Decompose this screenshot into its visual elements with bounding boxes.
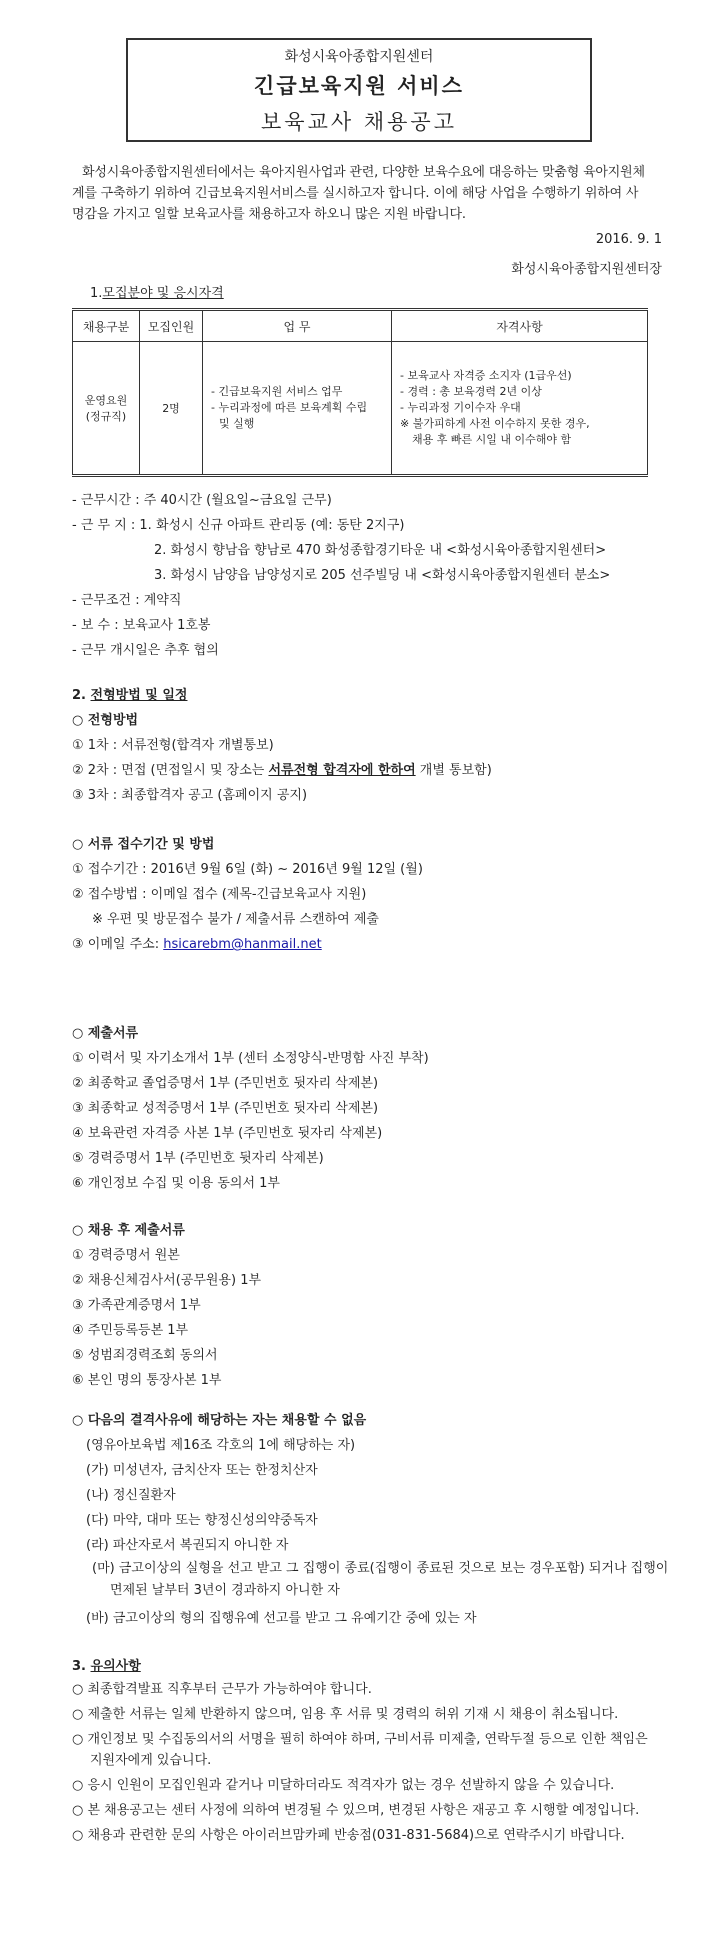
title-box [126,38,592,142]
title-org: 화성시육아종합지원센터 [284,49,434,65]
header-category: 채용구분 [73,310,140,342]
section1-number: 1. [90,286,103,301]
selection-step-2 [72,758,492,783]
header-qualification: 자격사항 [392,310,648,342]
condition-location-1: - 근 무 지 : 1. 화성시 신규 아파트 관리동 (예: 동탄 2지구) [72,518,405,533]
intro-paragraph: 화성시육아종합지원센터에서는 육아지원사업과 관련, 다양한 보육수요에 대응하는 맞춤형 육아지원체계를 구축하기 위하여 긴급보육지원서비스를 실시하고자 합니다. 이에 해당 사업을 수행하기 위하여 사명감을 가지고 일할 보육교사를 채용하고자 하오니 많은 지원 바랍니다. [72,165,645,222]
document-item-4: ④ 보육관련 자격증 사본 1부 (주민번호 뒷자리 삭제본) [72,1126,383,1141]
section2 [72,683,492,808]
recruitment-table [72,308,648,477]
selection-step-1-text: ① 1차 : 서류전형(합격자 개별통보) [72,738,274,753]
qual-line-4: ※ 불가피하게 사전 이수하지 못한 경우, [400,417,590,430]
disqualify-heading: ○ 다음의 결격사유에 해당하는 자는 채용할 수 없음 [72,1413,367,1428]
document-item-6: ⑥ 개인정보 수집 및 이용 동의서 1부 [72,1176,280,1191]
qual-line-5: 채용 후 빠른 시일 내 이수해야 함 [412,433,572,446]
disqualification-section [72,1408,670,1631]
documents-section [72,1021,429,1196]
after-hire-item-2: ② 채용신체검사서(공무원용) 1부 [72,1273,262,1288]
condition-hours: - 근무시간 : 주 40시간 (월요일~금요일 근무) [72,493,332,508]
after-hire-item-1: ① 경력증명서 원본 [72,1248,180,1263]
condition-start: - 근무 개시일은 추후 협의 [72,643,219,658]
disqualify-item-4: (라) 파산자로서 복권되지 아니한 자 [86,1538,289,1553]
disqualify-item-2: (나) 정신질환자 [86,1488,176,1503]
documents-heading: ○ 제출서류 [72,1026,139,1041]
document-item-1: ① 이력서 및 자기소개서 1부 (센터 소정양식-반명함 사진 부착) [72,1051,429,1066]
section3-title: 유의사항 [90,1659,141,1674]
disqualify-item-5: (마) 금고이상의 실형을 선고 받고 그 집행이 종료(집행이 종료된 것으로 보는 경우포함) 되거나 집행이 면제된 날부터 3년이 경과하지 아니한 자 [92,1561,669,1598]
selection-heading: ○ 전형방법 [72,713,139,728]
selection-step-2-text: ② 2차 : 면접 (면접일시 및 장소는 [72,763,269,778]
note-6: ○ 채용과 관련한 문의 사항은 아이러브맘카페 반송점(031-831-5684)으로 연락주시기 바랍니다. [72,1828,625,1843]
table-row [73,342,648,476]
title-main: 긴급보육지원 서비스 [254,74,464,98]
selection-step-2-tail: 개별 통보함) [415,763,492,778]
condition-type: - 근무조건 : 계약직 [72,593,182,608]
duty-line-3: 및 실행 [219,417,255,430]
note-2: ○ 제출한 서류는 일체 반환하지 않으며, 임용 후 서류 및 경력의 허위 기재 시 채용이 취소됩니다. [72,1707,619,1722]
cell-count: 2명 [140,342,203,476]
section3-number: 3. [72,1659,86,1674]
header-count: 모집인원 [140,310,203,342]
notice-date: 2016. 9. 1 [595,232,662,247]
work-conditions [72,488,610,663]
note-1: ○ 최종합격발표 직후부터 근무가 가능하여야 합니다. [72,1682,372,1697]
after-hire-heading: ○ 채용 후 제출서류 [72,1223,185,1238]
condition-salary: - 보 수 : 보육교사 1호봉 [72,618,211,633]
note-4: ○ 응시 인원이 모집인원과 같거나 미달하더라도 적격자가 없는 경우 선발하지 않을 수 있습니다. [72,1778,615,1793]
duty-line-1: - 긴급보육지원 서비스 업무 [211,385,343,398]
cell-qualification [392,342,648,476]
section3 [72,1654,650,1850]
qual-line-3: - 누리과정 기이수자 우대 [400,401,521,414]
selection-step-3 [72,783,492,808]
after-hire-section [72,1218,261,1393]
application-note: ※ 우편 및 방문접수 불가 / 제출서류 스캔하여 제출 [92,912,379,927]
after-hire-item-6: ⑥ 본인 명의 통장사본 1부 [72,1373,222,1388]
section2-number: 2. [72,688,86,703]
disqualify-item-3: (다) 마약, 대마 또는 향정신성의약중독자 [86,1513,318,1528]
category-line-2: (정규직) [85,410,127,423]
disqualify-item-1: (가) 미성년자, 금치산자 또는 한정치산자 [86,1463,318,1478]
email-link[interactable]: hsicarebm@hanmail.net [163,937,322,952]
document-item-5: ⑤ 경력증명서 1부 (주민번호 뒷자리 삭제본) [72,1151,324,1166]
disqualify-lead: (영유아보육법 제16조 각호의 1에 해당하는 자) [86,1438,356,1453]
after-hire-item-3: ③ 가족관계증명서 1부 [72,1298,201,1313]
selection-step-2-emphasis: 서류전형 합격자에 한하여 [268,763,416,778]
selection-step-3-text: ③ 3차 : 최종합격자 공고 (홈페이지 공지) [72,788,308,803]
section2-title: 전형방법 및 일정 [90,688,188,703]
duty-line-2: - 누리과정에 따른 보육계획 수립 [211,401,368,414]
condition-location-2: 2. 화성시 향남읍 향남로 470 화성종합경기타운 내 <화성시육아종합지원센터> [154,543,607,558]
application-period: ① 접수기간 : 2016년 9월 6일 (화) ~ 2016년 9월 12일 (월) [72,862,423,877]
application-email [72,932,423,957]
application-section [72,832,423,957]
qual-line-1: - 보육교사 자격증 소지자 (1급우선) [400,369,572,382]
email-label: ③ 이메일 주소: [72,937,164,952]
selection-step-1 [72,733,492,758]
note-5: ○ 본 채용공고는 센터 사정에 의하여 변경될 수 있으며, 변경된 사항은 재공고 후 시행할 예정입니다. [72,1803,640,1818]
section3-heading [72,1654,650,1679]
table-header-row [73,310,648,342]
document-item-3: ③ 최종학교 성적증명서 1부 (주민번호 뒷자리 삭제본) [72,1101,379,1116]
after-hire-item-5: ⑤ 성범죄경력조회 동의서 [72,1348,218,1363]
header-duty: 업 무 [203,310,392,342]
category-line-1: 운영요원 [84,394,128,407]
after-hire-item-4: ④ 주민등록등본 1부 [72,1323,189,1338]
issuer: 화성시육아종합지원센터장 [511,262,662,277]
title-sub: 보육교사 채용공고 [261,110,457,134]
note-3: ○ 개인정보 및 수집동의서의 서명을 필히 하여야 하며, 구비서류 미제출, 연락두절 등으로 인한 책임은 지원자에게 있습니다. [72,1732,648,1768]
section1-title: 모집분야 및 응시자격 [102,286,224,301]
application-method: ② 접수방법 : 이메일 접수 (제목-긴급보육교사 지원) [72,887,367,902]
condition-location-3: 3. 화성시 남양읍 남양성지로 205 선주빌딩 내 <화성시육아종합지원센터 분소> [154,568,611,583]
qual-line-2: - 경력 : 총 보육경력 2년 이상 [400,385,542,398]
disqualify-item-6: (바) 금고이상의 형의 집행유예 선고를 받고 그 유예기간 중에 있는 자 [86,1611,477,1626]
cell-category [73,342,140,476]
document-item-2: ② 최종학교 졸업증명서 1부 (주민번호 뒷자리 삭제본) [72,1076,379,1091]
cell-duty [203,342,392,476]
section2-heading [72,683,492,708]
section1-heading [90,282,224,301]
application-heading: ○ 서류 접수기간 및 방법 [72,837,215,852]
